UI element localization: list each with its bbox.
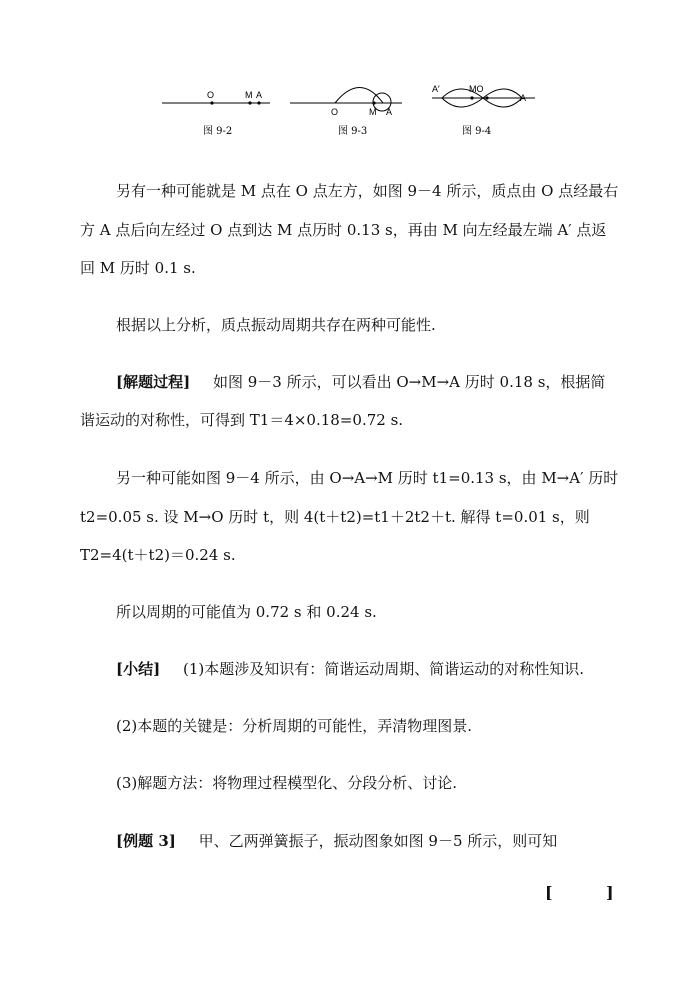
text-line: [116, 316, 676, 335]
point-o: [210, 101, 213, 104]
figure-9-2: [162, 90, 270, 137]
point-m: [470, 96, 473, 99]
line-text: 甲、乙两弹簧振子，振动图象如图 9－5 所示，则可知: [198, 832, 558, 850]
figure-9-4: [432, 84, 535, 137]
label-o: O: [207, 90, 215, 100]
text-line: [116, 774, 676, 793]
answer-bracket-right: ]: [606, 883, 614, 902]
line-text: (1)本题涉及知识有：简谐运动周期、简谐运动的对称性知识.: [182, 660, 585, 678]
point-a: [257, 101, 260, 104]
figure-caption: 图 9-4: [462, 126, 492, 137]
line-text: 回 M 历时 0.1 s.: [80, 259, 196, 277]
section-heading: [小结]: [116, 660, 161, 678]
point-m: [372, 101, 375, 104]
point-m: [248, 101, 251, 104]
figures-svg: [150, 78, 550, 148]
text-line: [116, 182, 676, 201]
text-line: [116, 373, 676, 392]
label-o: O: [331, 107, 339, 117]
text-line: [116, 603, 676, 622]
text-line: [80, 546, 640, 565]
text-line: [116, 832, 676, 851]
text-line: [80, 508, 640, 527]
line-text: 谐运动的对称性，可得到 T1＝4×0.18=0.72 s.: [80, 411, 404, 429]
line-text: T2=4(t＋t2)＝0.24 s.: [80, 546, 236, 564]
figure-caption: 图 9-2: [203, 126, 233, 137]
section-heading: [例题 3]: [116, 832, 176, 850]
label-m: M: [369, 107, 377, 117]
line-text: 方 A 点后向左经过 O 点到达 M 点历时 0.13 s，再由 M 向左经最左端 A′ 点返: [80, 221, 607, 239]
answer-bracket-left: [: [545, 883, 553, 902]
line-text: 另有一种可能就是 M 点在 O 点左方，如图 9－4 所示，质点由 O 点经最右: [116, 182, 619, 200]
line-text: (3)解题方法：将物理过程模型化、分段分析、讨论.: [116, 774, 458, 792]
line-text: 另一种可能如图 9－4 所示，由 O→A→M 历时 t1=0.13 s，由 M→A′ 历时: [116, 469, 619, 487]
line-text: (2)本题的关键是：分析周期的可能性，弄清物理图景.: [116, 717, 473, 735]
line-text: t2=0.05 s. 设 M→O 历时 t，则 4(t＋t2)=t1＋2t2＋t. 解得 t=0.01 s，则: [80, 508, 590, 526]
text-line: [80, 221, 640, 240]
figures-row: [150, 78, 550, 148]
text-line: [116, 717, 676, 736]
figure-caption: 图 9-3: [338, 126, 368, 137]
label-a: A: [386, 107, 393, 117]
text-line: [116, 660, 676, 679]
label-a: A: [520, 93, 527, 103]
label-m: M: [245, 90, 253, 100]
line-text: 所以周期的可能值为 0.72 s 和 0.24 s.: [116, 603, 377, 621]
line-text: 如图 9－3 所示，可以看出 O→M→A 历时 0.18 s，根据简: [212, 373, 606, 391]
text-line: [80, 411, 640, 430]
label-a: A: [256, 90, 263, 100]
text-line: [116, 469, 676, 488]
label-mo: MO: [469, 84, 484, 94]
figure-9-3: [290, 88, 402, 138]
section-heading: [解题过程]: [116, 373, 191, 391]
text-line: [80, 259, 640, 278]
point-o: [485, 96, 488, 99]
line-text: 根据以上分析，质点振动周期共存在两种可能性.: [116, 316, 436, 334]
label-a-prime: A′: [432, 84, 440, 94]
